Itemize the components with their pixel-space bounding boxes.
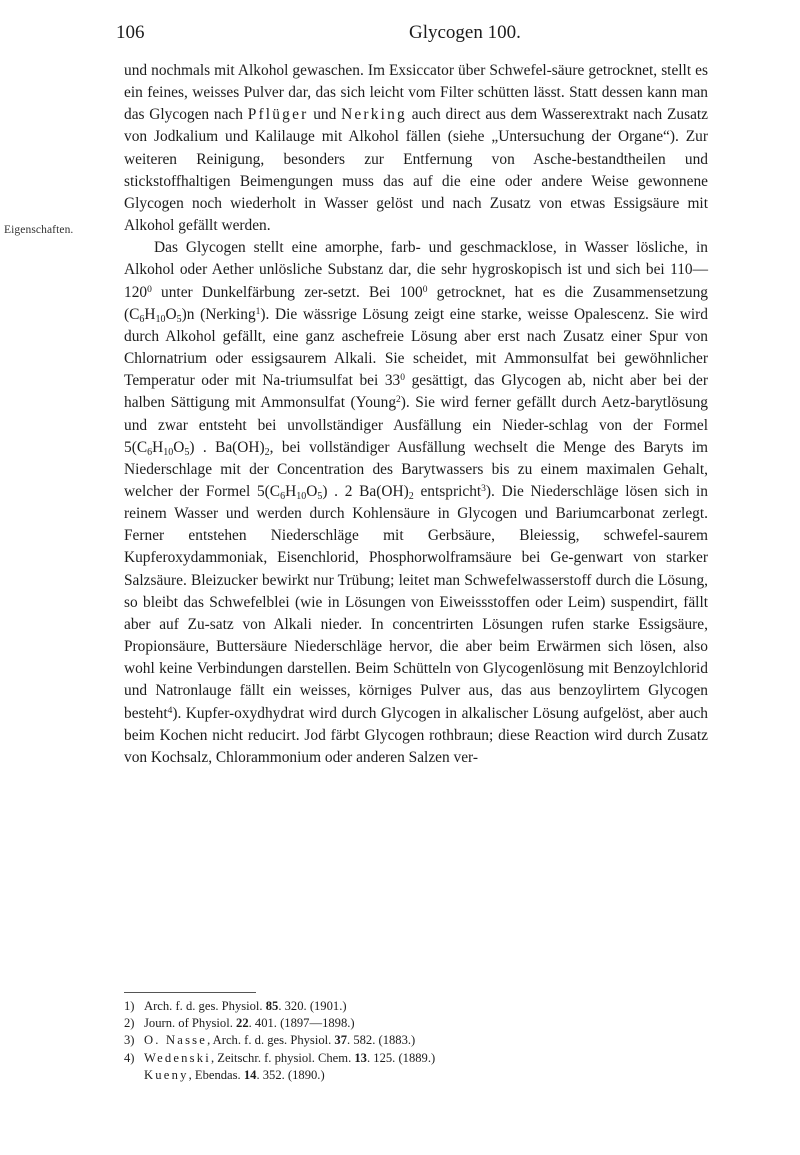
footnote-1: 1) Arch. f. d. ges. Physiol. 85. 320. (1901.) <box>124 999 347 1013</box>
footnote-ref[interactable]: 3 <box>481 483 486 494</box>
body-text <box>124 60 708 769</box>
footnote-ref[interactable]: 4 <box>167 705 173 716</box>
running-title: Glycogen 100. <box>409 22 521 43</box>
page-number: 106 <box>116 22 145 43</box>
paragraph-preparation: und nochmals mit Alkohol gewaschen. Im Exsiccator über Schwefel-säure getrocknet, stellt es ein feines, weisses Pulver dar, das sich leicht vom Filter schütten lässt. Statt dessen kann man das Glycogen nach Pflüger und Nerking auch direct aus dem Wasserextrakt nach Zusatz von Jodkalium und Kalilauge mit Alkohol fällen (siehe „Untersuchung der Organe“). Zur weiteren Reinigung, besonders zur Entfernung von Asche-bestandtheilen und stickstoffhaltigen Beimengungen muss das auf die eine oder andere Weise gewonnene Glycogen noch wiederholt in Wasser gelöst und nach Zusatz von etwas Essigsäure mit Alkohol gefällt werden. <box>124 62 709 235</box>
footnote-ref[interactable]: 1 <box>255 306 261 317</box>
footnote-ref[interactable]: 2 <box>396 395 401 406</box>
margin-note: Eigenschaften. <box>4 224 74 236</box>
footnote-4-continuation: Kueny, Ebendas. 14. 352. (1890.) <box>144 1067 325 1082</box>
degree-mark: 0 <box>400 373 405 384</box>
author-name: Nerking <box>341 106 407 124</box>
author-name: Pflüger <box>247 106 309 124</box>
footnote-3: 3) O. Nasse, Arch. f. d. ges. Physiol. 37. 582. (1883.) <box>124 1033 416 1048</box>
running-header <box>116 22 706 52</box>
footnote-divider <box>124 992 256 993</box>
footnote-4: 4) Wedenski, Zeitschr. f. physiol. Chem. 13. 125. (1889.) <box>124 1050 436 1065</box>
footnote-2: 2) Journ. of Physiol. 22. 401. (1897—1898.) <box>124 1016 355 1031</box>
degree-mark: 0 <box>147 284 152 295</box>
paragraph-properties: Das Glycogen stellt eine amorphe, farb- und geschmacklose, in Wasser lösliche, in Alkohol oder Aether unlösliche Substanz dar, die sehr hygroskopisch ist und sich bei $110—120^0$ unter Dunkelfärbung zer-setzt. Bei $100^0$ getrocknet, hat es die Zusammensetzung $(C_6H_{10}O_5)n$ (Nerking$^1$). Die wässrige Lösung zeigt eine starke, weisse Opalescenz. Sie wird durch Alkohol gefällt, eine ganz aschefreie Lösung aber erst nach Zusatz einer Spur von Chlornatrium oder essigsaurem Alkali. Sie scheidet, mit Ammonsulfat bei gewöhnlicher Temperatur oder mit Na-triumsulfat bei $33^0$ gesättigt, das Glycogen ab, nicht aber bei der halben Sättigung mit Ammonsulfat (Young$^2$). Sie wird ferner gefällt durch Aetz-barytlösung und zwar entsteht bei unvollständiger Ausfällung ein Nieder-schlag von der Formel $5(C_6H_{10}O_5)$ . $Ba(OH)_2$, bei vollständiger Ausfällung wechselt die Menge des Baryts im Niederschlage mit der Concentration des Barytwassers bis zu einem maximalen Gehalt, welcher der Formel $5(C_6H_{10}O_5)$ . 2 $Ba(OH)_2$ entspricht$^3$). Die Niederschläge lösen sich in reinem Wasser und werden durch Kohlensäure in Glycogen und Bariumcarbonat zerlegt. Ferner entstehen Niederschläge mit Gerbsäure, Bleiessig, schwefel-saurem Kupferoxydammoniak, Eisenchlorid, Phosphorwolframsäure bei Ge-genwart von starker Salzsäure. Bleizucker bewirkt nur Trübung; leitet man Schwefelwasserstoff durch die Lösung, so bleibt das Schwefelblei (wie in Lösungen von Eiweissstoffen oder Leim) suspendirt, fällt aber auf Zu-satz von Alkali nieder. In concentrirten Lösungen rufen starke Essigsäure, Propionsäure, Buttersäure Niederschläge hervor, die aber beim Erwärmen sich lösen, also wohl keine Verbindungen darstellen. Beim Schütteln von Glycogenlösung mit Benzoylchlorid und Natronlauge fällt ein weisses, körniges Pulver aus, das aus benzoylirtem Glycogen besteht$^4$). Kupfer-oxydhydrat wird durch Glycogen in alkalischer Lösung aufgelöst, aber auch beim Kochen nicht reducirt. Jod färbt Glycogen rothbraun; diese Reaction wird durch Zusatz von Kochsalz, Chlorammonium oder anderen Salzen ver- <box>124 239 709 766</box>
footnotes <box>124 998 708 1084</box>
degree-mark: 0 <box>422 284 428 295</box>
